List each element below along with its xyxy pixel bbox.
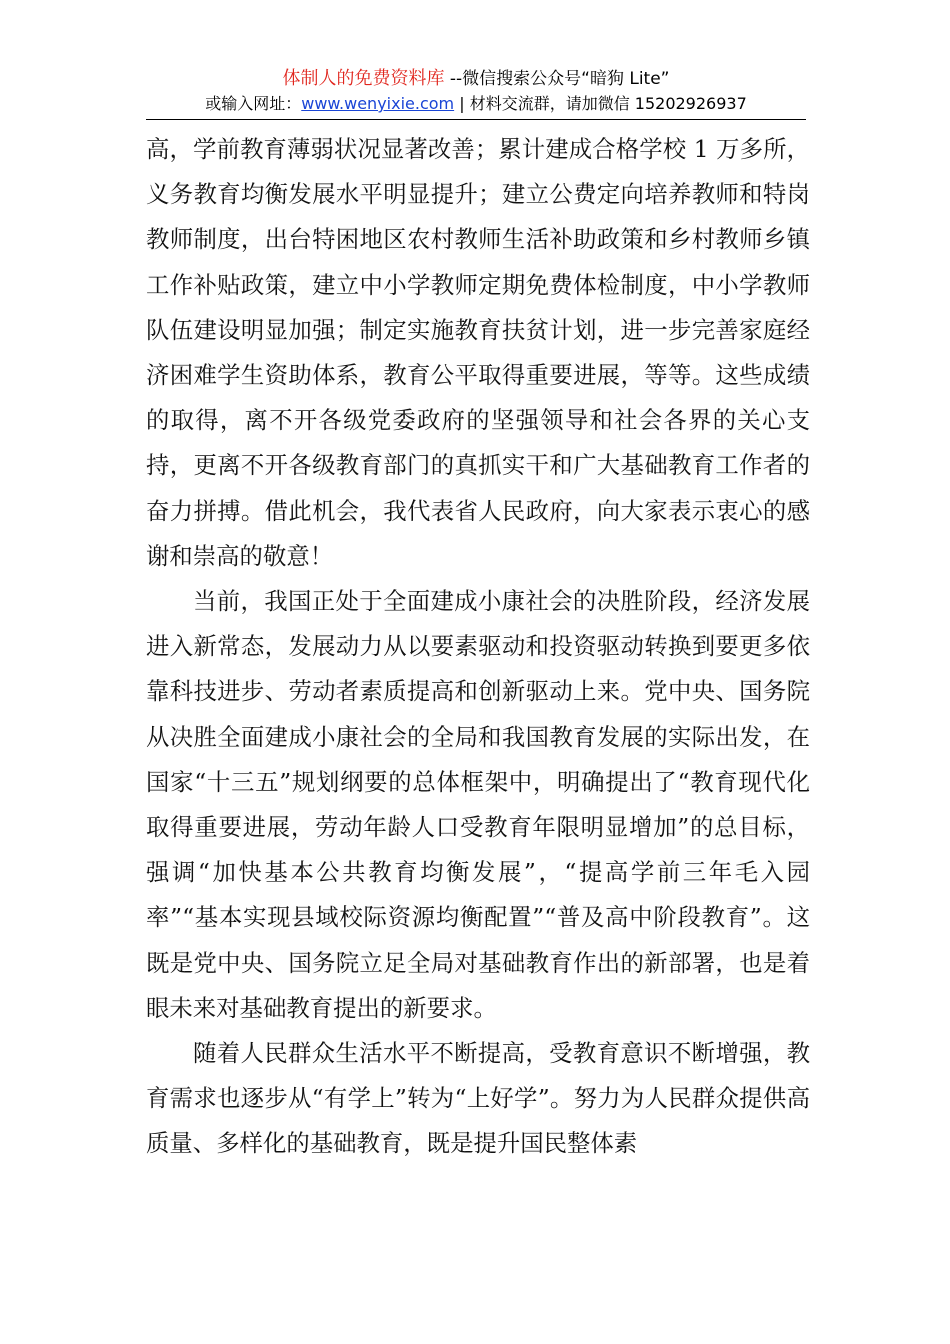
header-contact: | 材料交流群，请加微信 15202926937 xyxy=(454,94,747,113)
header-title-line xyxy=(146,66,806,92)
paragraph: 当前，我国正处于全面建成小康社会的决胜阶段，经济发展进入新常态，发展动力从以要素驱动和投资驱动转换到要更多依靠科技进步、劳动者素质提高和创新驱动上来。党中央、国务院从决胜全面建成小康社会的全局和我国教育发展的实际出发，在国家“十三五”规划纲要的总体框架中，明确提出了“教育现代化取得重要进展，劳动年龄人口受教育年限明显增加”的总目标，强调“加快基本公共教育均衡发展”，“提高学前三年毛入园率”“基本实现县域校际资源均衡配置”“普及高中阶段教育”。这既是党中央、国务院立足全局对基础教育作出的新部署，也是着眼未来对基础教育提出的新要求。 xyxy=(146,587,810,1022)
header-divider xyxy=(146,119,806,120)
paragraph: 随着人民群众生活水平不断提高，受教育意识不断增强，教育需求也逐步从“有学上”转为“上好学”。努力为人民群众提供高质量、多样化的基础教育，既是提升国民整体素 xyxy=(146,1039,810,1158)
paragraph: 高，学前教育薄弱状况显著改善；累计建成合格学校 1 万多所，义务教育均衡发展水平明显提升；建立公费定向培养教师和特岗教师制度，出台特困地区农村教师生活补助政策和乡村教师乡镇工作补贴政策，建立中小学教师定期免费体检制度，中小学教师队伍建设明显加强；制定实施教育扶贫计划，进一步完善家庭经济困难学生资助体系，教育公平取得重要进展，等等。这些成绩的取得，离不开各级党委政府的坚强领导和社会各界的关心支持，更离不开各级教育部门的真抓实干和广大基础教育工作者的奋力拼搏。借此机会，我代表省人民政府，向大家表示衷心的感谢和崇高的敬意！ xyxy=(146,135,810,570)
document-body xyxy=(146,127,810,1167)
header-brand: 体制人的免费资料库 xyxy=(282,68,445,89)
page-header xyxy=(146,66,806,116)
header-site-link[interactable]: www.wenyixie.com xyxy=(301,94,455,113)
header-site-prefix: 或输入网址： xyxy=(205,94,302,113)
header-tagline: --微信搜索公众号“暗狗 Lite” xyxy=(444,69,670,89)
header-contact-line xyxy=(146,92,806,116)
